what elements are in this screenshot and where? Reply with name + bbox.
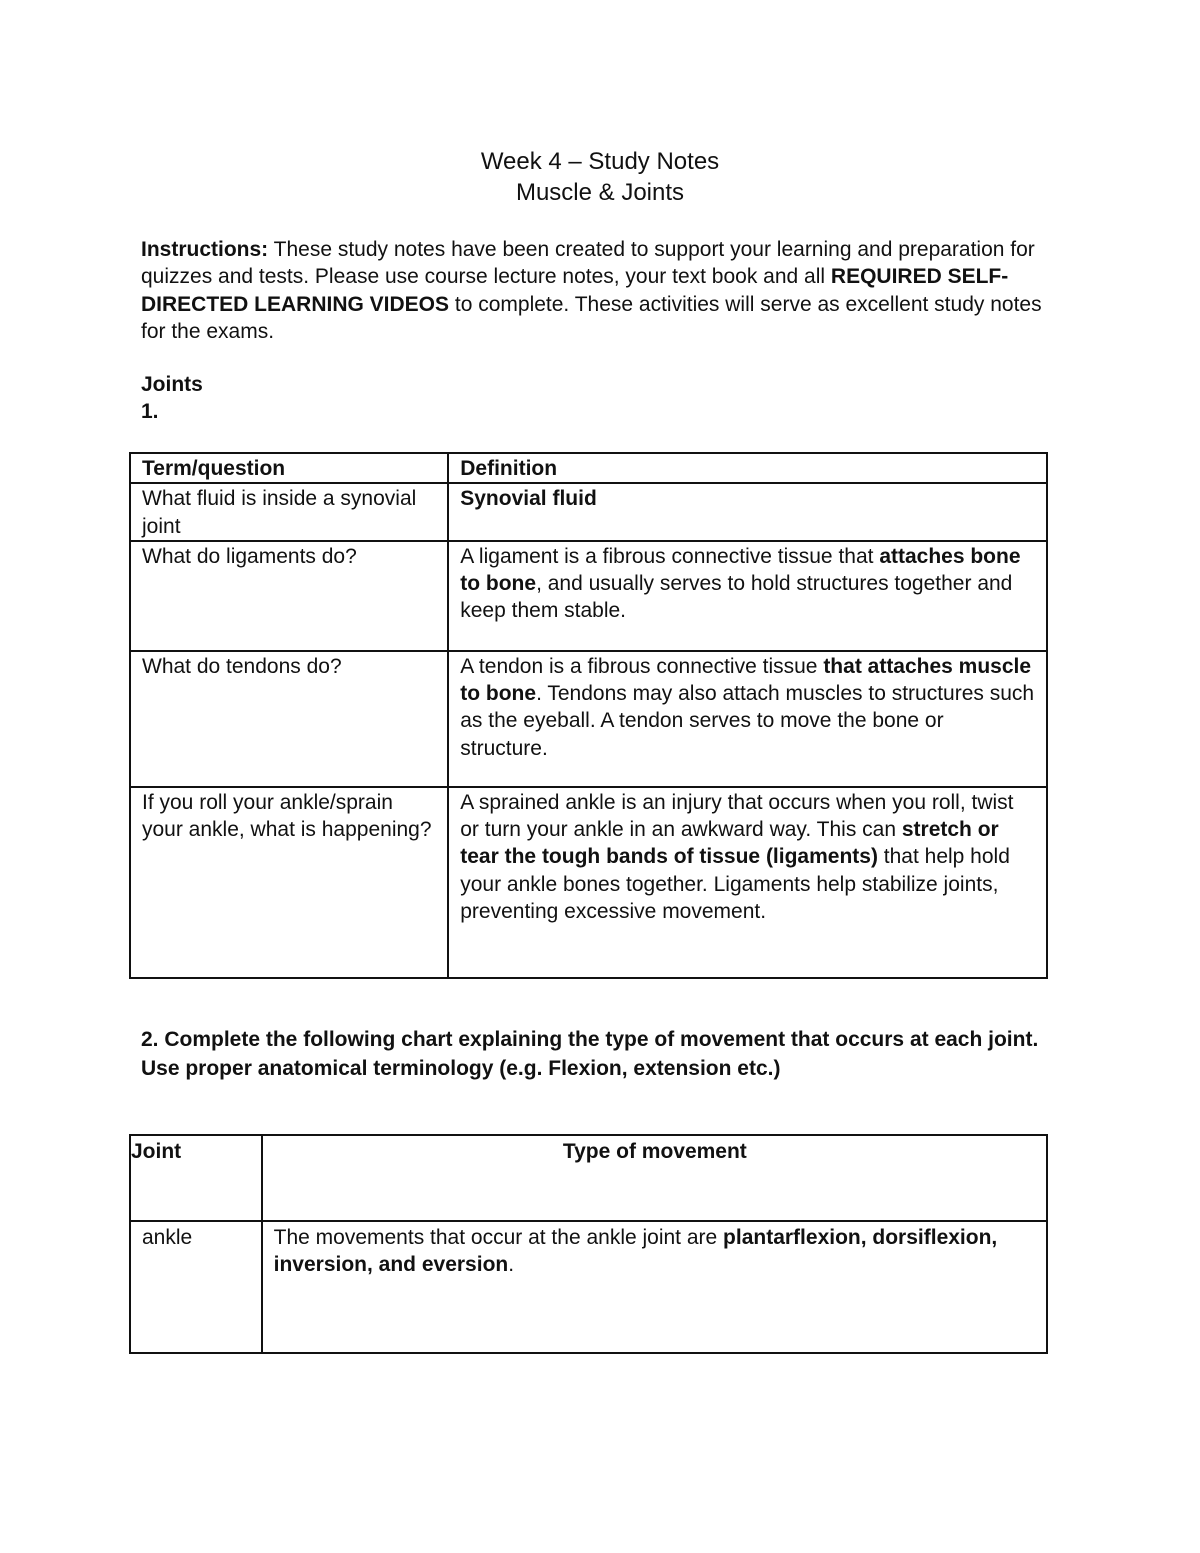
table-row [130, 1221, 1047, 1353]
instructions-label: Instructions: [141, 238, 269, 261]
instructions-required-videos: REQUIRED SELF-DIRECTED LEARNING VIDEOS [141, 265, 1009, 316]
joint-movement-table [129, 1134, 1048, 1354]
table-header-row [130, 453, 1047, 483]
table-row [130, 787, 1047, 978]
term-cell: What fluid is inside a synovial joint [130, 483, 448, 541]
table-row [130, 541, 1047, 651]
definition-cell: A ligament is a fibrous connective tissue that attaches bone to bone, and usually serves to hold structures together and keep them stable. [448, 541, 1047, 651]
joint-cell: ankle [130, 1221, 262, 1353]
question-2-text: 2. Complete the following chart explaining the type of movement that occurs at each joint. Use proper anatomical terminology (e.g. Flexion, extension etc.) [141, 1028, 1039, 1080]
definition-cell: A tendon is a fibrous connective tissue that attaches muscle to bone. Tendons may also attach muscles to structures such as the eyeball. A tendon serves to move the bone or structure. [448, 651, 1047, 787]
table-row [130, 651, 1047, 787]
header-definition: Definition [448, 453, 1047, 483]
instructions-paragraph [141, 236, 1071, 345]
term-cell: What do ligaments do? [130, 541, 448, 651]
header-joint: Joint [130, 1135, 262, 1221]
movement-cell: The movements that occur at the ankle joint are plantarflexion, dorsiflexion, inversion, and eversion. [262, 1221, 1047, 1353]
page-title: Week 4 – Study Notes [480, 148, 720, 175]
instructions-text-2: to complete. These activities will serve as excellent study notes for the exams. [141, 292, 1042, 343]
term-cell: If you roll your ankle/sprain your ankle, what is happening? [130, 787, 448, 978]
section-heading-joints: Joints [141, 373, 203, 396]
table-header-row [130, 1135, 1047, 1221]
table-row [130, 483, 1047, 541]
instructions-text-1: These study notes have been created to support your learning and preparation for quizzes and tests. Please use course lecture notes, your text book and all [141, 238, 1035, 289]
header-type-of-movement: Type of movement [262, 1135, 1047, 1221]
header-term-question: Term/question [130, 453, 448, 483]
joints-terms-table [129, 452, 1048, 979]
term-cell: What do tendons do? [130, 651, 448, 787]
definition-cell: Synovial fluid [448, 483, 1047, 541]
definition-cell: A sprained ankle is an injury that occurs when you roll, twist or turn your ankle in an awkward way. This can stretch or tear the tough bands of tissue (ligaments) that help hold your ankle bones together. Ligaments help stabilize joints, preventing excessive movement. [448, 787, 1047, 978]
question-1-number: 1. [141, 400, 159, 423]
page-subtitle: Muscle & Joints [515, 179, 685, 206]
